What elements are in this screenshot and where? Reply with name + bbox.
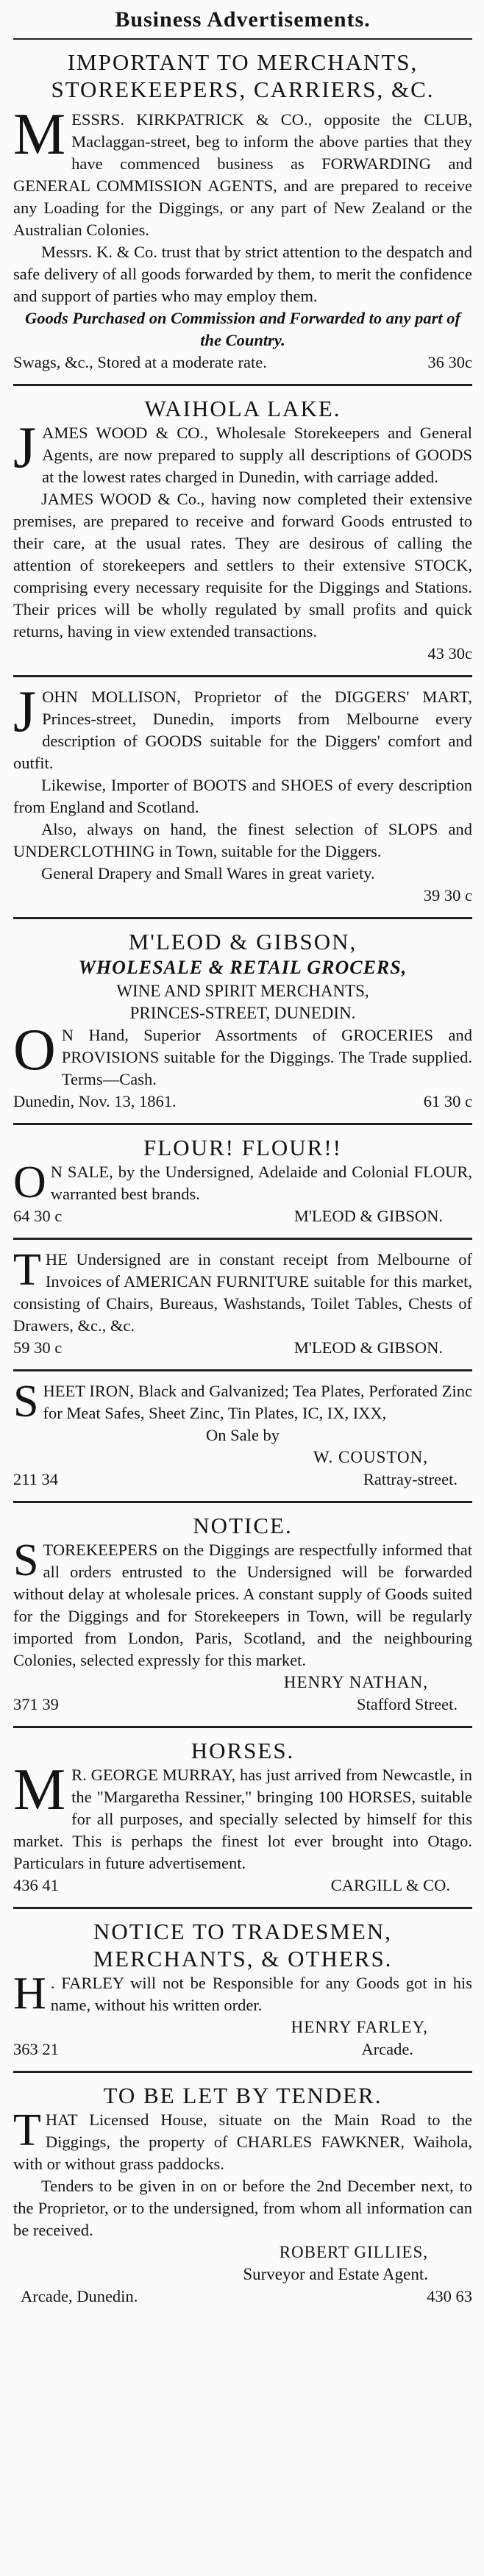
drop-cap: M [13, 1758, 66, 1822]
ad-sheet-iron [13, 1371, 472, 1503]
drop-cap: O [13, 1018, 56, 1082]
ad-heading: M'LEOD & GIBSON, [128, 929, 357, 955]
ad-heading-line: NOTICE TO TRADESMEN, [93, 1919, 392, 1944]
drop-cap: M [13, 102, 66, 167]
drop-cap: S [13, 1377, 39, 1427]
ad-body: N Hand, Superior Assortments of GROCERIES and PROVISIONS suitable for the Diggings. The Trade supplied. Terms—Cash. [61, 1026, 472, 1088]
ad-body: Tenders to be given in on or before the 2nd December next, to the Proprietor, or to the undersigned, from whom all information can be received. [13, 2177, 472, 2239]
ad-footer [13, 885, 472, 907]
ad-footer [13, 1469, 472, 1491]
drop-cap: S [13, 1535, 39, 1585]
ad-signature: HENRY FARLEY, [291, 2018, 428, 2036]
ad-notice-nathan [13, 1503, 472, 1728]
ad-code: 371 39 [13, 1695, 59, 1713]
ad-flour [13, 1125, 472, 1240]
ad-address: PRINCES-STREET, DUNEDIN. [129, 1004, 356, 1022]
ad-mleod-gibson [13, 919, 472, 1125]
ad-body: HE Undersigned are in constant receipt from Melbourne of Invoices of AMERICAN FURNITURE suitable for this market, consisting of Chairs, Bureaus, Washstands, Toilet Tables, Chests of Drawers, &c., &c. [13, 1250, 472, 1335]
ad-kirkpatrick [13, 40, 472, 386]
ad-signature: ROBERT GILLIES, [279, 2243, 428, 2261]
ad-body: R. GEORGE MURRAY, has just arrived from Newcastle, in the "Margaretha Ressiner," bringing 100 HORSES, suitable for all purposes, and specially selected by himself for this market. This is perhaps the finest lot ever brought into Otago. Particulars in future advertisement. [13, 1766, 472, 1872]
ad-footer [13, 1091, 472, 1113]
ad-body: JAMES WOOD & Co., having now completed their extensive premises, are prepared to receive and forward Goods entrusted to their care, at the usual rates. They are desirous of calling the attention of storekeepers and settlers to their extensive STOCK, comprising every necessary requisite for the Diggings and Stations. Their prices will be wholly regulated by small profits and quick returns, having in view extended transactions. [13, 490, 472, 641]
ad-signature: M'LEOD & GIBSON. [293, 1338, 443, 1357]
drop-cap: J [13, 679, 37, 744]
ad-footer [13, 1337, 472, 1359]
ad-heading: WAIHOLA LAKE. [144, 396, 341, 421]
ad-heading-line: STOREKEEPERS, CARRIERS, &C. [51, 76, 435, 102]
ad-body: TOREKEEPERS on the Diggings are respectfully informed that all orders entrusted to the Undersigned will be forwarded without delay at wholesale prices. A constant supply of Goods suited for the Diggings and for Storekeepers in Town, will be regularly imported from London, Paris, Scotland, and the neighbouring Colonies, selected expressly for this market. [13, 1541, 472, 1669]
ad-sale-note: On Sale by [206, 1426, 280, 1444]
ad-code: 39 30 c [423, 886, 472, 905]
ad-body: HEET IRON, Black and Galvanized; Tea Plates, Perforated Zinc for Meat Safes, Sheet Zinc, Tin Plates, IC, IX, IXX, [43, 1382, 472, 1422]
ad-mollison [13, 677, 472, 919]
drop-cap: O [13, 1157, 46, 1207]
section-masthead: Business Advertisements. [13, 6, 472, 40]
ad-address: Arcade, Dunedin. [21, 2287, 138, 2305]
ad-code: 436 41 [13, 1876, 59, 1894]
ad-code: 211 34 [13, 1470, 59, 1488]
ad-address: Rattray-street. [363, 1470, 458, 1488]
ad-signature: W. COUSTON, [313, 1448, 428, 1466]
ad-heading-line: MERCHANTS, & OTHERS. [93, 1946, 393, 1972]
ad-heading-line: IMPORTANT TO MERCHANTS, [67, 49, 419, 75]
ad-notice-farley [13, 1909, 472, 2073]
ad-footer [13, 352, 472, 374]
ad-signature: HENRY NATHAN, [283, 1673, 428, 1691]
ad-body: General Drapery and Small Wares in great variety. [41, 864, 375, 882]
ad-signer-title: Surveyor and Estate Agent. [243, 2265, 428, 2283]
ad-body: . FARLEY will not be Responsible for any Goods got in his name, without his written order. [50, 1974, 472, 2014]
ad-address: Arcade. [361, 2040, 413, 2058]
ad-code: 64 30 c [13, 1207, 63, 1225]
ad-subheading: WHOLESALE & RETAIL GROCERS, [78, 957, 408, 978]
ad-waihola-lake [13, 386, 472, 677]
ad-body: N SALE, by the Undersigned, Adelaide and Colonial FLOUR, warranted best brands. [50, 1163, 472, 1203]
ad-body: Also, always on hand, the finest selection of SLOPS and UNDERCLOTHING in Town, suitable for the Diggers. [13, 820, 472, 860]
ad-body: Messrs. K. & Co. trust that by strict attention to the despatch and safe delivery of all goods forwarded by them, to merit the confidence and support of parties who may employ them. [13, 243, 472, 305]
ad-body: HAT Licensed House, situate on the Main Road to the Diggings, the property of CHARLES FAWKNER, Waihola, with or without grass paddocks. [13, 2111, 472, 2173]
ad-subheading: WINE AND SPIRIT MERCHANTS, [116, 982, 369, 1000]
ad-body: Likewise, Importer of BOOTS and SHOES of every description from England and Scotland. [13, 776, 472, 816]
ad-code: 36 30c [427, 353, 472, 371]
ad-signature: M'LEOD & GIBSON. [293, 1207, 443, 1225]
ad-address: Stafford Street. [356, 1695, 458, 1713]
ad-footer [13, 2038, 472, 2061]
ad-code: 363 21 [13, 2040, 59, 2058]
ad-signature: CARGILL & CO. [330, 1876, 450, 1894]
ad-footer [13, 2286, 472, 2308]
ad-code: 430 63 [427, 2287, 472, 2305]
ad-tagline: Goods Purchased on Commission and Forwarded to any part of the Country. [25, 309, 460, 349]
ad-heading: HORSES. [191, 1738, 295, 1763]
drop-cap: H [13, 1969, 46, 2019]
ad-code: 61 30 c [423, 1092, 472, 1110]
ad-body: ESSRS. KIRKPATRICK & CO., opposite the CLUB, Maclaggan-street, beg to inform the above parties that they have commenced business as FORWARDING and GENERAL COMMISSION AGENTS, and are prepared to receive any Loading for the Diggings, or any part of New Zealand or the Australian Colonies. [13, 110, 472, 239]
ad-footer [13, 643, 472, 665]
ad-heading: TO BE LET BY TENDER. [103, 2083, 382, 2108]
ad-body: OHN MOLLISON, Proprietor of the DIGGERS' MART, Princes-street, Dunedin, imports from Melbourne every description of GOODS suitable for the Diggers' comfort and outfit. [13, 688, 472, 772]
ad-code: 43 30c [427, 644, 472, 663]
ad-footer [13, 1205, 472, 1227]
ad-footer [13, 1874, 472, 1897]
ad-heading: FLOUR! FLOUR!! [143, 1135, 342, 1160]
ad-to-let [13, 2073, 472, 2318]
drop-cap: T [13, 2105, 41, 2155]
ad-footnote: Swags, &c., Stored at a moderate rate. [13, 353, 267, 371]
ad-date: Dunedin, Nov. 13, 1861. [13, 1092, 177, 1110]
ad-code: 59 30 c [13, 1338, 63, 1357]
drop-cap: T [13, 1245, 41, 1295]
ad-horses [13, 1728, 472, 1909]
ad-body: AMES WOOD & CO., Wholesale Storekeepers and General Agents, are now prepared to supply all descriptions of GOODS at the lowest rates charged in Dunedin, with carriage added. [42, 424, 472, 486]
drop-cap: J [13, 415, 37, 480]
ad-footer [13, 1694, 472, 1716]
ad-heading: NOTICE. [193, 1513, 293, 1538]
ad-american-furniture [13, 1240, 472, 1371]
